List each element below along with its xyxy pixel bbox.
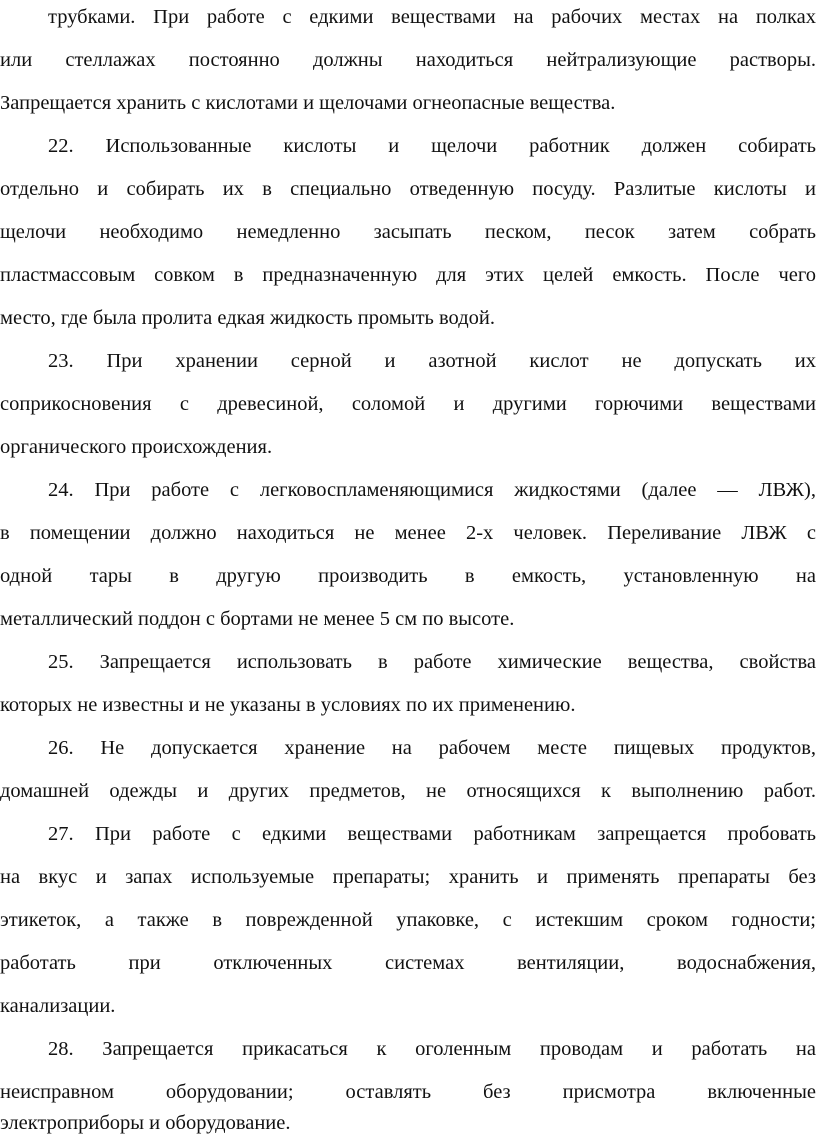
text-line: Запрещается хранить с кислотами и щелочами огнеопасные вещества. xyxy=(0,92,616,114)
text-line: органического происхождения. xyxy=(0,436,273,458)
text-line: 23. При хранении серной и азотной кислот не допускать их xyxy=(48,350,816,372)
text-line: на вкус и запах используемые препараты; хранить и применять препараты без xyxy=(0,866,816,888)
text-line: или стеллажах постоянно должны находиться нейтрализующие растворы. xyxy=(0,49,816,71)
text-line: домашней одежды и других предметов, не относящихся к выполнению работ. xyxy=(0,780,816,802)
text-line: этикеток, а также в поврежденной упаковке, с истекшим сроком годности; xyxy=(0,909,816,931)
text-line: канализации. xyxy=(0,995,116,1017)
text-line: неисправном оборудовании; оставлять без присмотра включенные xyxy=(0,1081,816,1103)
text-line: место, где была пролита едкая жидкость промыть водой. xyxy=(0,307,495,329)
text-line: 25. Запрещается использовать в работе химические вещества, свойства xyxy=(48,651,816,673)
text-line: 28. Запрещается прикасаться к оголенным проводам и работать на xyxy=(48,1038,816,1060)
text-line: 24. При работе с легковоспламеняющимися жидкостями (далее — ЛВЖ), xyxy=(48,479,816,501)
text-line: пластмассовым совком в предназначенную для этих целей емкость. После чего xyxy=(0,264,816,286)
text-line: одной тары в другую производить в емкость, установленную на xyxy=(0,565,816,587)
text-line: электроприборы и оборудование. xyxy=(0,1112,291,1134)
text-line: 22. Использованные кислоты и щелочи работник должен собирать xyxy=(48,135,816,157)
text-line: работать при отключенных системах вентиляции, водоснабжения, xyxy=(0,952,816,974)
text-line: 27. При работе с едкими веществами работникам запрещается пробовать xyxy=(48,823,816,845)
text-line: отдельно и собирать их в специально отведенную посуду. Разлитые кислоты и xyxy=(0,178,816,200)
text-line: в помещении должно находиться не менее 2-х человек. Переливание ЛВЖ с xyxy=(0,522,816,544)
text-line: которых не известны и не указаны в условиях по их применению. xyxy=(0,694,576,716)
text-line: щелочи необходимо немедленно засыпать песком, песок затем собрать xyxy=(0,221,816,243)
text-line: трубками. При работе с едкими веществами на рабочих местах на полках xyxy=(48,6,816,28)
text-line: 26. Не допускается хранение на рабочем месте пищевых продуктов, xyxy=(48,737,816,759)
text-line: металлический поддон с бортами не менее 5 см по высоте. xyxy=(0,608,515,630)
text-line: соприкосновения с древесиной, соломой и другими горючими веществами xyxy=(0,393,816,415)
